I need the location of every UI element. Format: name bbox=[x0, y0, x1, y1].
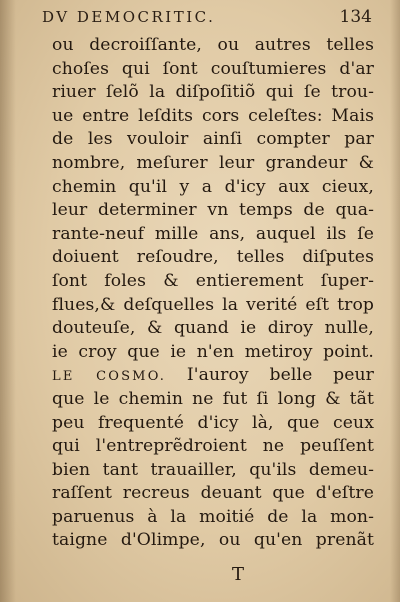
text-line: ie croy que ie n'en metiroy point. bbox=[52, 341, 374, 362]
text-line: riuer ſelõ la diſpoſitiõ qui ſe trou- bbox=[52, 82, 374, 103]
text-line: nombre, meſurer leur grandeur & bbox=[52, 152, 374, 173]
text-line: taigne d'Olimpe, ou qu'en prenãt bbox=[52, 530, 374, 551]
text-line: bien tant trauailler, qu'ils demeu- bbox=[52, 459, 374, 480]
text-line: leur determiner vn temps de qua- bbox=[52, 200, 374, 221]
text-line: rante-neuf mille ans, auquel ils ſe bbox=[52, 223, 374, 244]
text-line: paruenus à la moitié de la mon- bbox=[52, 506, 374, 527]
text-line: de les vouloir ainſi compter par bbox=[52, 129, 374, 150]
text-line: choſes qui ſont couſtumieres d'ar bbox=[52, 58, 374, 79]
text-line: ue entre leſdits cors celeſtes: Mais bbox=[52, 105, 374, 126]
text-line: que le chemin ne fut ſi long & tãt bbox=[52, 388, 374, 409]
speaker-line bbox=[52, 364, 374, 388]
running-head bbox=[42, 8, 372, 32]
page-number: 134 bbox=[339, 7, 372, 27]
text-line: douteuſe, & quand ie diroy nulle, bbox=[52, 318, 374, 339]
text-block bbox=[52, 34, 374, 553]
gutter-shadow bbox=[0, 0, 16, 602]
signature-mark: T bbox=[232, 564, 245, 585]
text-line: peu frequenté d'icy là, que ceux bbox=[52, 412, 374, 433]
speaker-name: LE COSMO. bbox=[52, 369, 167, 385]
text-line: doiuent reſoudre, telles diſputes bbox=[52, 247, 374, 268]
text-line: chemin qu'il y a d'icy aux cieux, bbox=[52, 176, 374, 197]
text-line: qui l'entreprẽdroient ne peuſſent bbox=[52, 436, 374, 457]
running-head-title: DV DEMOCRITIC. bbox=[42, 8, 216, 26]
page-edge-shadow bbox=[390, 0, 400, 602]
text-line: raſſent recreus deuant que d'eſtre bbox=[52, 483, 374, 504]
text-line: ou decroiſſante, ou autres telles bbox=[52, 35, 374, 55]
speaker-text: I'auroy belle peur bbox=[186, 365, 374, 386]
text-line: flues,& deſquelles la verité eſt trop bbox=[52, 294, 374, 315]
text-line: ſont foles & entierement ſuper- bbox=[52, 270, 374, 291]
